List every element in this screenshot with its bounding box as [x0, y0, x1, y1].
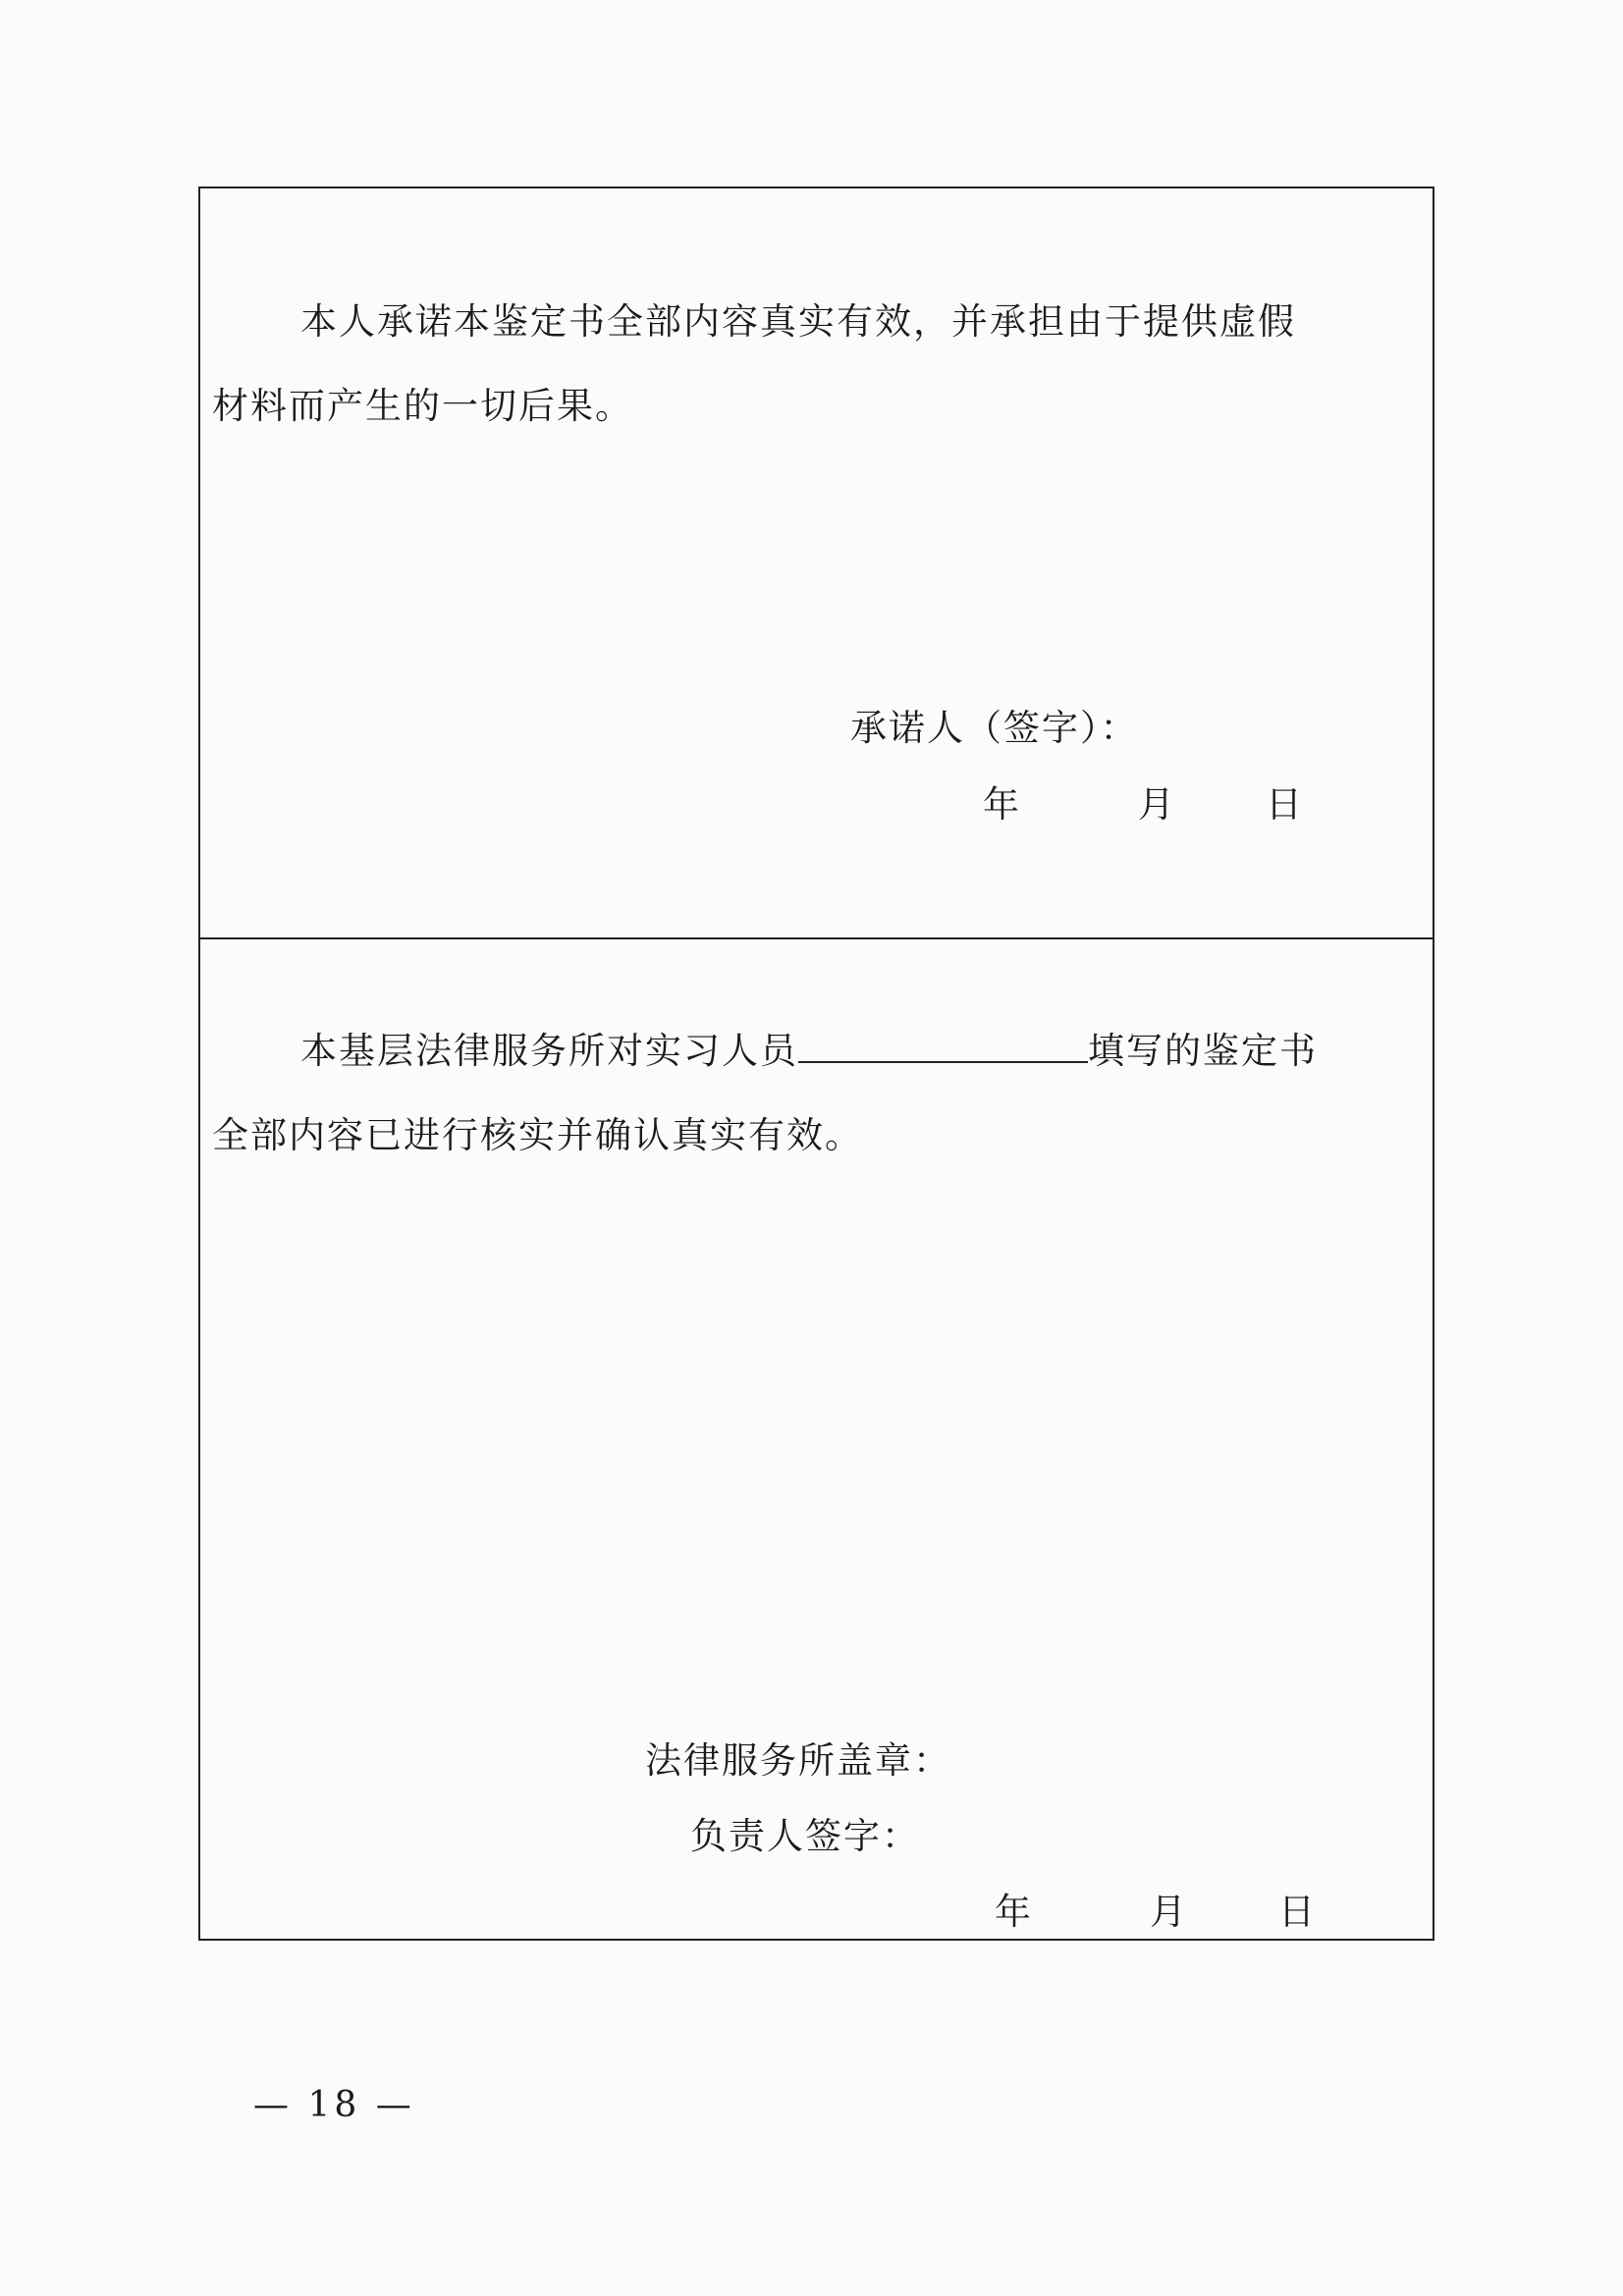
- intern-name-blank[interactable]: [798, 1032, 1088, 1063]
- confirmation-line-2: 全部内容已进行核实并确认真实有效。: [212, 1114, 863, 1156]
- pledge-date-row: [200, 774, 1433, 826]
- pledge-date-year: 年: [983, 783, 1019, 826]
- appraisal-form-table: [198, 187, 1434, 1941]
- pledge-statement: [212, 280, 1430, 449]
- confirmation-line-1: [212, 1009, 1430, 1094]
- pledge-date-month: 月: [1138, 783, 1174, 826]
- principal-signature-label: 负责人签字：: [690, 1815, 920, 1857]
- confirmation-line-1-end: 填写的鉴定书: [1088, 1030, 1318, 1072]
- pledger-signature-label: 承诺人（签字）：: [850, 707, 1139, 749]
- page-number: — 18 —: [253, 2085, 415, 2125]
- pledge-line-1: 本人承诺本鉴定书全部内容真实有效，并承担由于提供虚假: [300, 300, 1296, 343]
- pledge-line-2: 材料而产生的一切后果。: [212, 385, 633, 427]
- pledge-section: [200, 188, 1433, 939]
- law-office-seal-label: 法律服务所盖章：: [645, 1739, 951, 1782]
- confirmation-line-1-start: 本基层法律服务所对实习人员: [300, 1030, 798, 1072]
- confirmation-date-row: [200, 1882, 1433, 1933]
- confirmation-date-year: 年: [995, 1891, 1031, 1933]
- confirmation-date-day: 日: [1278, 1891, 1315, 1933]
- pledge-date-day: 日: [1266, 783, 1302, 826]
- confirmation-statement: [212, 1009, 1430, 1178]
- confirmation-date-month: 月: [1150, 1891, 1186, 1933]
- confirmation-section: [200, 939, 1433, 1939]
